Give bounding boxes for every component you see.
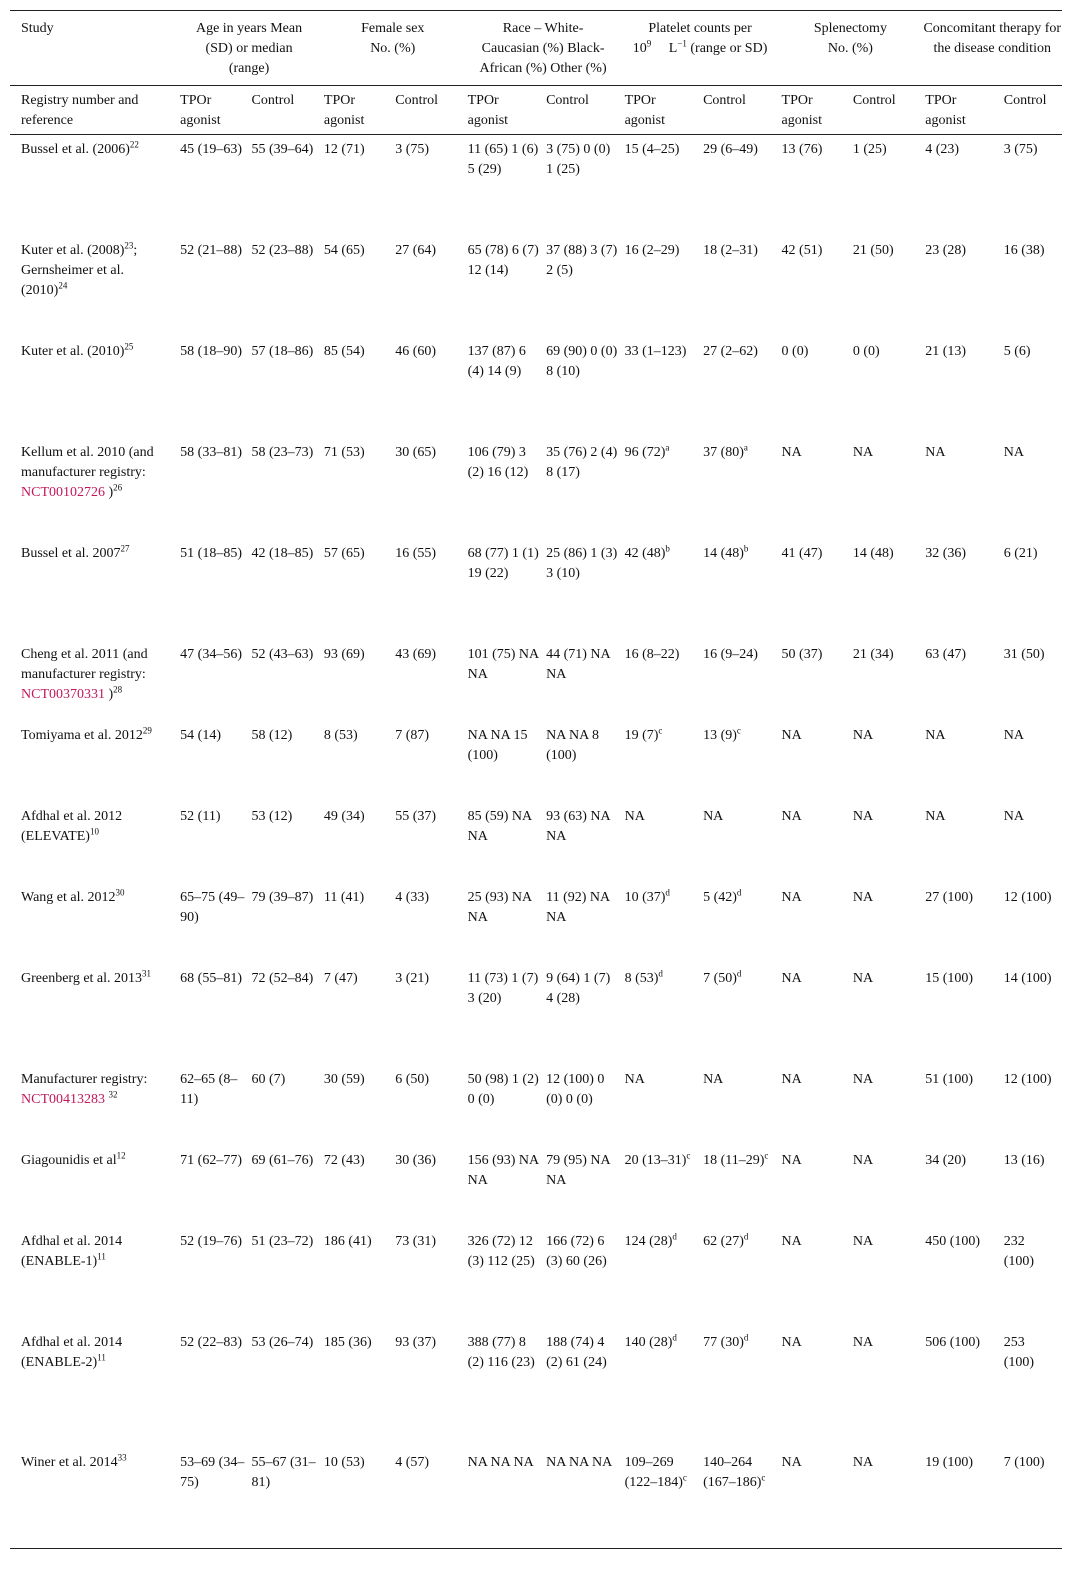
female-control-cell: 3 (75) xyxy=(395,142,430,157)
age-control-cell: 51 (23–72) xyxy=(251,1233,314,1249)
study-cell: Winer et al. 2014$^{33}$ xyxy=(10,1448,177,1549)
race-control-cell: 9 (64) 1 (7) 4 (28) xyxy=(546,970,611,1006)
platelet-control-cell: 62 $(27)^d$ xyxy=(703,1230,749,1249)
study-cell: Kuter et al. $(2008)^{23}$; Gernsheimer et al. $(2010)^{24}$ xyxy=(21,239,138,298)
header-control: Control xyxy=(392,86,464,135)
study-cell: Tomiyama et al. 2012$^{29}$ xyxy=(21,724,152,743)
study-cell: Bussel et al. 2007$^{27}$ xyxy=(21,542,130,561)
female-tpor-cell: 185 (36) xyxy=(323,1334,372,1350)
race-control-cell: 93 (63) NA NA xyxy=(546,808,610,844)
platelet-control-cell: 18 $(11-29)^c$ xyxy=(703,1149,769,1168)
table-wrapper xyxy=(10,10,1062,1549)
age-control-cell: 53 (26–74) xyxy=(251,1334,314,1350)
female-tpor-cell: 54 (65) xyxy=(323,242,365,258)
age-control-cell: 42 (18–85) xyxy=(251,545,314,561)
concomitant-tpor-cell: 51 (100) xyxy=(925,1071,974,1087)
splenectomy-control-cell: 21 (34) xyxy=(852,646,894,662)
concomitant-control-cell: NA xyxy=(1003,727,1024,743)
race-control-cell: 25 (86) 1 (3) 3 (10) xyxy=(546,545,618,581)
study-cell: Afdhal et al. 2014 (ENABLE-1)$^{11}$ xyxy=(21,1233,123,1269)
study-cell: Kuter et al. $(2010)^{25}$ xyxy=(21,340,134,359)
age-tpor-cell: 65–75 (49–90) xyxy=(180,889,245,925)
study-cell: Wang et al. 2012$^{30}$ xyxy=(21,886,125,905)
registry-link[interactable]: NCT00370331 xyxy=(21,686,105,702)
concomitant-control-cell: NA xyxy=(1003,808,1024,824)
splenectomy-control-cell: NA xyxy=(852,1233,874,1249)
splenectomy-tpor-cell: NA xyxy=(781,889,802,905)
concomitant-control-cell: 16 (38) xyxy=(1003,242,1045,258)
female-control-cell: 93 (37) xyxy=(395,1334,437,1350)
concomitant-control-cell: 12 (100) xyxy=(1003,1071,1052,1087)
table-row xyxy=(10,1328,1062,1448)
platelet-tpor-cell: 16 (8–22) xyxy=(624,646,680,662)
race-tpor-cell: 101 (75) NA NA xyxy=(467,646,539,682)
age-tpor-cell: 47 (34–56) xyxy=(180,646,242,662)
female-tpor-cell: 12 (71) xyxy=(323,142,365,157)
header-control: Control xyxy=(543,86,621,135)
female-control-cell: 4 (33) xyxy=(395,889,430,905)
female-control-cell: 30 (36) xyxy=(395,1152,437,1168)
platelet-tpor-cell: 10 $(37)^d$ xyxy=(624,886,670,905)
splenectomy-control-cell: NA xyxy=(852,727,874,743)
concomitant-tpor-cell: 19 (100) xyxy=(922,1448,1000,1549)
concomitant-tpor-cell: 506 (100) xyxy=(925,1334,981,1350)
splenectomy-tpor-cell: NA xyxy=(781,1152,802,1168)
header-tpor: TPOr agonist xyxy=(779,86,850,135)
header-race: Race – White-Caucasian (%) Black-African (%) Other (%) xyxy=(465,11,622,86)
platelet-control-cell: 18 (2–31) xyxy=(703,242,758,258)
race-control-cell: NA NA NA xyxy=(543,1448,621,1549)
female-tpor-cell: 10 (53) xyxy=(321,1448,392,1549)
race-control-cell: NA NA 8 (100) xyxy=(546,727,599,763)
concomitant-control-cell: 253 (100) xyxy=(1003,1334,1035,1370)
female-control-cell: 55 (37) xyxy=(395,808,437,824)
splenectomy-control-cell: NA xyxy=(852,970,874,986)
concomitant-tpor-cell: 23 (28) xyxy=(925,242,967,258)
race-tpor-cell: NA NA NA xyxy=(465,1448,543,1549)
race-tpor-cell: 50 (98) 1 (2) 0 (0) xyxy=(467,1071,539,1107)
race-control-cell: 188 (74) 4 (2) 61 (24) xyxy=(546,1334,607,1370)
platelet-tpor-cell: 109–269 $(122-184)^c$ xyxy=(622,1448,700,1549)
splenectomy-tpor-cell: NA xyxy=(781,970,802,986)
splenectomy-control-cell: 1 (25) xyxy=(852,142,887,157)
table-row xyxy=(10,1227,1062,1328)
platelet-tpor-cell: 124 $(28)^d$ xyxy=(624,1230,677,1249)
female-control-cell: 3 (21) xyxy=(395,970,430,986)
platelet-control-cell: 13 $(9)^c$ xyxy=(703,724,741,743)
concomitant-tpor-cell: 32 (36) xyxy=(925,545,967,561)
concomitant-control-cell: 232 (100) xyxy=(1003,1233,1035,1269)
age-control-cell: 57 (18–86) xyxy=(251,343,314,359)
race-control-cell: 79 (95) NA NA xyxy=(546,1152,610,1188)
age-control-cell: 58 (23–73) xyxy=(251,444,314,460)
registry-link[interactable]: NCT00413283 xyxy=(21,1091,105,1107)
race-tpor-cell: 137 (87) 6 (4) 14 (9) xyxy=(467,343,526,379)
splenectomy-tpor-cell: NA xyxy=(781,1334,802,1350)
header-control: Control xyxy=(1001,86,1062,135)
splenectomy-tpor-cell: 50 (37) xyxy=(781,646,823,662)
race-tpor-cell: 68 (77) 1 (1) 19 (22) xyxy=(467,545,539,581)
age-control-cell: 55–67 (31–81) xyxy=(249,1448,321,1549)
platelet-control-cell: 29 (6–49) xyxy=(703,142,758,157)
race-control-cell: 35 (76) 2 (4) 8 (17) xyxy=(546,444,618,480)
age-tpor-cell: 52 (11) xyxy=(180,808,221,824)
splenectomy-tpor-cell: NA xyxy=(781,1071,802,1087)
female-tpor-cell: 57 (65) xyxy=(323,545,365,561)
age-control-cell: 52 (43–63) xyxy=(251,646,314,662)
study-cell: Kellum et al. 2010 (and manufacturer registry: NCT00102726 )$^{26}$ xyxy=(21,444,154,500)
study-cell: Manufacturer registry: NCT00413283 $^{32}$ xyxy=(21,1071,148,1107)
female-control-cell: 6 (50) xyxy=(395,1071,430,1087)
concomitant-control-cell: 5 (6) xyxy=(1003,343,1031,359)
race-tpor-cell: 85 (59) NA NA xyxy=(467,808,532,844)
race-control-cell: 69 (90) 0 (0) 8 (10) xyxy=(546,343,618,379)
platelet-tpor-cell: 20 $(13-31)^c$ xyxy=(624,1149,691,1168)
header-row-sub xyxy=(10,86,1062,135)
registry-link[interactable]: NCT00102726 xyxy=(21,484,105,500)
age-control-cell: 52 (23–88) xyxy=(251,242,314,258)
female-control-cell: 16 (55) xyxy=(395,545,437,561)
concomitant-control-cell: 6 (21) xyxy=(1003,545,1038,561)
race-tpor-cell: NA NA 15 (100) xyxy=(467,727,528,763)
splenectomy-control-cell: 21 (50) xyxy=(852,242,894,258)
table-row xyxy=(10,337,1062,438)
concomitant-tpor-cell: 27 (100) xyxy=(925,889,974,905)
header-registry: Registry number and reference xyxy=(10,86,177,135)
age-tpor-cell: 62–65 (8–11) xyxy=(180,1071,238,1107)
splenectomy-control-cell: NA xyxy=(852,1334,874,1350)
platelet-control-cell: 77 $(30)^d$ xyxy=(703,1331,749,1350)
race-tpor-cell: 106 (79) 3 (2) 16 (12) xyxy=(467,444,529,480)
platelet-control-cell: 27 (2–62) xyxy=(703,343,758,359)
female-tpor-cell: 93 (69) xyxy=(323,646,365,662)
table-row xyxy=(10,438,1062,539)
age-control-cell: 58 (12) xyxy=(251,727,293,743)
header-tpor: TPOr agonist xyxy=(177,86,248,135)
study-cell: Greenberg et al. 2013$^{31}$ xyxy=(21,967,152,986)
female-tpor-cell: 11 (41) xyxy=(323,889,365,905)
female-control-cell: 73 (31) xyxy=(395,1233,437,1249)
race-tpor-cell: 65 (78) 6 (7) 12 (14) xyxy=(467,242,539,278)
concomitant-tpor-cell: 63 (47) xyxy=(925,646,967,662)
age-control-cell: 55 (39–64) xyxy=(251,142,314,157)
race-tpor-cell: 326 (72) 12 (3) 112 (25) xyxy=(467,1233,535,1269)
header-control: Control xyxy=(700,86,778,135)
study-cell: Afdhal et al. 2014 (ENABLE-2)$^{11}$ xyxy=(21,1334,123,1370)
age-control-cell: 60 (7) xyxy=(251,1071,286,1087)
table-row xyxy=(10,1448,1062,1549)
age-tpor-cell: 45 (19–63) xyxy=(180,142,242,157)
platelet-control-cell: 140–264 $(167-186)^c$ xyxy=(700,1448,778,1549)
platelet-control-cell: 14 $(48)^b$ xyxy=(703,542,749,561)
header-tpor: TPOr agonist xyxy=(321,86,392,135)
platelet-tpor-cell: 19 $(7)^c$ xyxy=(624,724,663,743)
age-tpor-cell: 54 (14) xyxy=(180,727,221,743)
female-tpor-cell: 186 (41) xyxy=(323,1233,372,1249)
table-row xyxy=(10,539,1062,640)
concomitant-tpor-cell: NA xyxy=(925,444,946,460)
race-control-cell: 11 (92) NA NA xyxy=(546,889,610,925)
race-tpor-cell: 156 (93) NA NA xyxy=(467,1152,539,1188)
concomitant-control-cell: 7 (100) xyxy=(1001,1448,1062,1549)
study-cell: Cheng et al. 2011 (and manufacturer registry: NCT00370331 )$^{28}$ xyxy=(21,646,148,702)
platelet-control-cell: NA xyxy=(703,808,724,824)
header-splenectomy: Splenectomy No. (%) xyxy=(779,11,923,86)
header-concomitant: Concomitant therapy for the disease condition xyxy=(922,11,1062,86)
platelet-tpor-cell: 16 (2–29) xyxy=(624,242,680,258)
female-control-cell: 30 (65) xyxy=(395,444,437,460)
header-female: Female sex No. (%) xyxy=(321,11,465,86)
age-control-cell: 69 (61–76) xyxy=(251,1152,314,1168)
race-tpor-cell: 11 (73) 1 (7) 3 (20) xyxy=(467,970,539,1006)
splenectomy-control-cell: NA xyxy=(852,808,874,824)
splenectomy-tpor-cell: NA xyxy=(781,1233,802,1249)
header-control: Control xyxy=(850,86,922,135)
race-tpor-cell: 25 (93) NA NA xyxy=(467,889,532,925)
splenectomy-control-cell: NA xyxy=(852,444,874,460)
study-cell: Afdhal et al. 2012 (ELEVATE)$^{10}$ xyxy=(21,808,123,844)
concomitant-tpor-cell: 4 (23) xyxy=(925,142,960,157)
concomitant-tpor-cell: 21 (13) xyxy=(925,343,967,359)
table-row xyxy=(10,1065,1062,1146)
platelet-tpor-cell: 42 $(48)^b$ xyxy=(624,542,670,561)
female-tpor-cell: 72 (43) xyxy=(323,1152,365,1168)
age-control-cell: 72 (52–84) xyxy=(251,970,314,986)
female-control-cell: 4 (57) xyxy=(392,1448,464,1549)
race-control-cell: 37 (88) 3 (7) 2 (5) xyxy=(546,242,618,278)
header-row-top xyxy=(10,11,1062,86)
concomitant-control-cell: 3 (75) xyxy=(1003,142,1038,157)
age-tpor-cell: 58 (33–81) xyxy=(180,444,242,460)
concomitant-control-cell: 31 (50) xyxy=(1003,646,1045,662)
concomitant-control-cell: 14 (100) xyxy=(1003,970,1052,986)
concomitant-tpor-cell: 450 (100) xyxy=(925,1233,981,1249)
concomitant-control-cell: NA xyxy=(1003,444,1024,460)
concomitant-tpor-cell: NA xyxy=(925,808,946,824)
age-tpor-cell: 58 (18–90) xyxy=(180,343,242,359)
platelet-tpor-cell: 15 (4–25) xyxy=(624,142,680,157)
platelet-control-cell: 16 (9–24) xyxy=(703,646,758,662)
splenectomy-tpor-cell: 13 (76) xyxy=(781,142,823,157)
splenectomy-control-cell: NA xyxy=(852,889,874,905)
platelet-tpor-cell: 140 $(28)^d$ xyxy=(624,1331,677,1350)
concomitant-tpor-cell: 15 (100) xyxy=(925,970,974,986)
table-row xyxy=(10,721,1062,802)
female-control-cell: 43 (69) xyxy=(395,646,437,662)
race-control-cell: 3 (75) 0 (0) 1 (25) xyxy=(546,142,611,177)
splenectomy-control-cell: NA xyxy=(852,1071,874,1087)
female-tpor-cell: 49 (34) xyxy=(323,808,365,824)
splenectomy-tpor-cell: NA xyxy=(779,1448,850,1549)
platelet-tpor-cell: NA xyxy=(624,1071,645,1087)
splenectomy-tpor-cell: 0 (0) xyxy=(781,343,809,359)
table-row xyxy=(10,236,1062,337)
female-control-cell: 7 (87) xyxy=(395,727,430,743)
splenectomy-tpor-cell: 41 (47) xyxy=(781,545,823,561)
data-table xyxy=(10,10,1062,1549)
table-row xyxy=(10,883,1062,964)
header-age: Age in years Mean (SD) or median (range) xyxy=(177,11,321,86)
platelet-tpor-cell: 8 $(53)^d$ xyxy=(624,967,663,986)
header-platelet: Platelet counts per $10^9$ $L^{-1}$ (range or SD) xyxy=(622,11,779,86)
splenectomy-tpor-cell: NA xyxy=(781,444,802,460)
platelet-tpor-cell: NA xyxy=(624,808,645,824)
splenectomy-control-cell: 0 (0) xyxy=(852,343,880,359)
female-tpor-cell: 30 (59) xyxy=(323,1071,365,1087)
age-tpor-cell: 52 (21–88) xyxy=(180,242,242,258)
age-tpor-cell: 51 (18–85) xyxy=(180,545,242,561)
race-control-cell: 12 (100) 0 (0) 0 (0) xyxy=(546,1071,605,1107)
age-tpor-cell: 53–69 (34–75) xyxy=(177,1448,248,1549)
female-control-cell: 27 (64) xyxy=(395,242,437,258)
concomitant-tpor-cell: 34 (20) xyxy=(925,1152,967,1168)
age-tpor-cell: 52 (22–83) xyxy=(180,1334,242,1350)
female-tpor-cell: 8 (53) xyxy=(323,727,358,743)
splenectomy-control-cell: NA xyxy=(852,1152,874,1168)
splenectomy-tpor-cell: 42 (51) xyxy=(781,242,823,258)
race-tpor-cell: 388 (77) 8 (2) 116 (23) xyxy=(467,1334,535,1370)
concomitant-tpor-cell: NA xyxy=(925,727,946,743)
age-tpor-cell: 52 (19–76) xyxy=(180,1233,242,1249)
table-row xyxy=(10,802,1062,883)
table-row xyxy=(10,1146,1062,1227)
race-control-cell: 44 (71) NA NA xyxy=(546,646,610,682)
concomitant-control-cell: 12 (100) xyxy=(1003,889,1052,905)
concomitant-control-cell: 13 (16) xyxy=(1003,1152,1045,1168)
splenectomy-tpor-cell: NA xyxy=(781,727,802,743)
header-tpor: TPOr agonist xyxy=(465,86,543,135)
age-control-cell: 53 (12) xyxy=(251,808,293,824)
platelet-tpor-cell: 96 $(72)^a$ xyxy=(624,441,670,460)
female-tpor-cell: 85 (54) xyxy=(323,343,365,359)
splenectomy-tpor-cell: NA xyxy=(781,808,802,824)
header-study: Study xyxy=(10,11,177,86)
splenectomy-control-cell: 14 (48) xyxy=(852,545,894,561)
splenectomy-control-cell: NA xyxy=(850,1448,922,1549)
age-tpor-cell: 68 (55–81) xyxy=(180,970,242,986)
race-tpor-cell: 11 (65) 1 (6) 5 (29) xyxy=(467,142,539,177)
female-tpor-cell: 7 (47) xyxy=(323,970,358,986)
platelet-control-cell: 37 $(80)^a$ xyxy=(703,441,748,460)
table-row xyxy=(10,640,1062,721)
female-tpor-cell: 71 (53) xyxy=(323,444,365,460)
table-row xyxy=(10,964,1062,1065)
platelet-tpor-cell: 33 (1–123) xyxy=(624,343,687,359)
study-cell: Bussel et al. $(2006)^{22}$ xyxy=(21,139,139,157)
age-tpor-cell: 71 (62–77) xyxy=(180,1152,242,1168)
table-row xyxy=(10,135,1062,236)
header-tpor: TPOr agonist xyxy=(622,86,700,135)
study-cell: Giagounidis et $al^{12}$ xyxy=(21,1149,126,1168)
header-tpor: TPOr agonist xyxy=(922,86,1000,135)
platelet-control-cell: 7 $(50)^d$ xyxy=(703,967,742,986)
age-control-cell: 79 (39–87) xyxy=(251,889,314,905)
female-control-cell: 46 (60) xyxy=(395,343,437,359)
platelet-control-cell: NA xyxy=(703,1071,724,1087)
platelet-control-cell: 5 $(42)^d$ xyxy=(703,886,742,905)
race-control-cell: 166 (72) 6 (3) 60 (26) xyxy=(546,1233,607,1269)
header-control: Control xyxy=(249,86,321,135)
